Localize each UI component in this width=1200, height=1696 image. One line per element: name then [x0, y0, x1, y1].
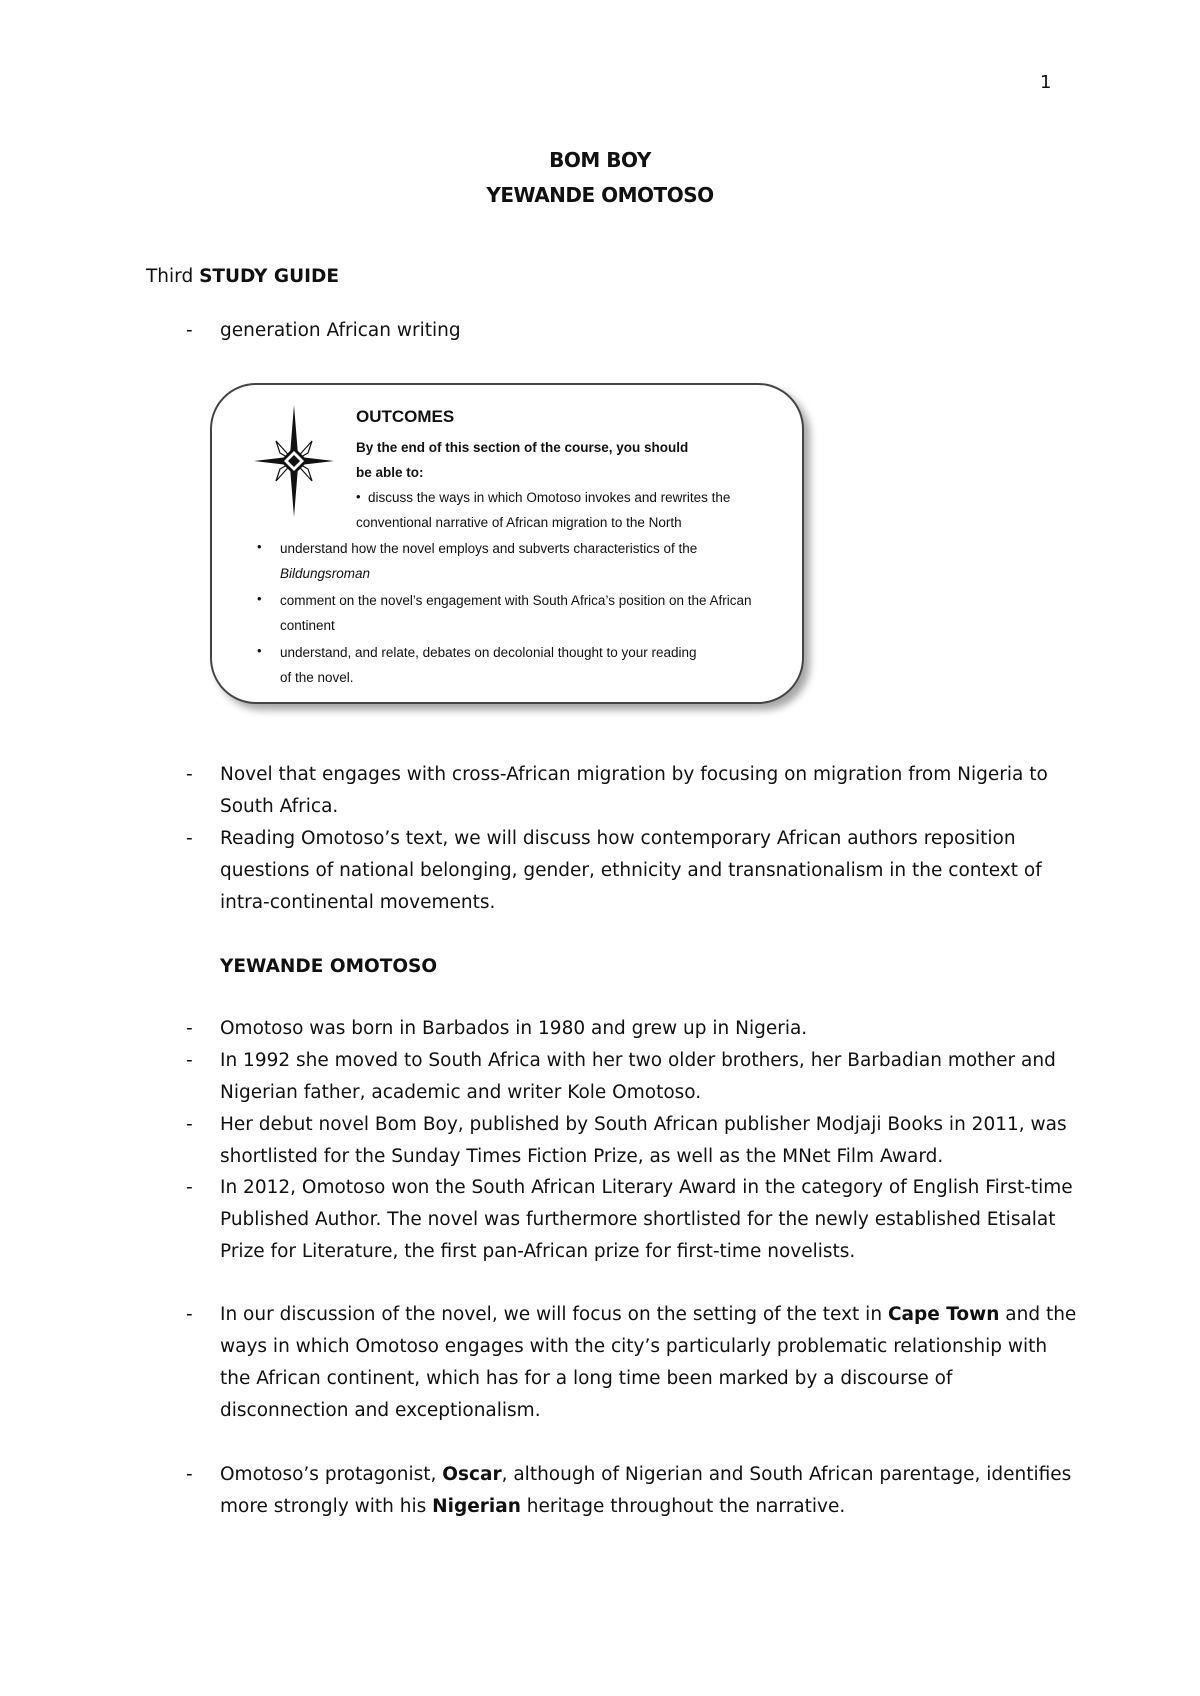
section-heading: YEWANDE OMOTOSO — [220, 956, 438, 977]
dash-oscar: - — [186, 1464, 193, 1485]
bullet-a2-line2: questions of national belonging, gender, ethnicity and transnationalism in the context of — [220, 860, 1042, 881]
outcomes-heading: OUTCOMES — [356, 407, 455, 426]
outcomes-intro — [356, 435, 736, 485]
study-guide-label: STUDY GUIDE — [199, 266, 339, 287]
bullet-capetown-line2: ways in which Omotoso engages with the city’s particularly problematic relationship with — [220, 1336, 1048, 1357]
dash-b4: - — [186, 1177, 193, 1198]
outcome-item-4-line2: of the novel. — [280, 670, 354, 685]
dash-b2: - — [186, 1050, 193, 1071]
outcome-item-2-line1: understand how the novel employs and subverts characteristics of the — [280, 541, 698, 556]
outcomes-intro-line1: By the end of this section of the course, you should — [356, 440, 689, 455]
capetown-post: and the — [999, 1304, 1077, 1325]
capetown-pre: In our discussion of the novel, we will focus on the setting of the text in — [220, 1304, 888, 1325]
outcome-item-2-line2: Bildungsroman — [280, 566, 371, 581]
outcome-bullet-2: • — [257, 539, 262, 554]
study-guide-prefix: Third — [146, 266, 200, 287]
bullet-capetown-line4: disconnection and exceptionalism. — [220, 1400, 541, 1421]
bullet-b4-line3: Prize for Literature, the first pan-African prize for first-time novelists. — [220, 1241, 856, 1262]
outcome-item-4-line1: understand, and relate, debates on decolonial thought to your reading — [280, 645, 697, 660]
outcome-item-1-line2: conventional narrative of African migration to the North — [356, 515, 682, 530]
oscar-bold: Oscar — [442, 1464, 502, 1485]
dash-capetown: - — [186, 1304, 193, 1325]
dash-b1: - — [186, 1018, 193, 1039]
intro-bullet: generation African writing — [220, 320, 461, 341]
bullet-a2-line3: intra-continental movements. — [220, 892, 496, 913]
bullet-b3-line1: Her debut novel Bom Boy, published by South African publisher Modjaji Books in 2011, was — [220, 1114, 1067, 1135]
dash-a2: - — [186, 828, 193, 849]
bullet-b3-line2: shortlisted for the Sunday Times Fiction Prize, as well as the MNet Film Award. — [220, 1146, 944, 1167]
outcome-item-1-line1: discuss the ways in which Omotoso invokes and rewrites the — [368, 490, 731, 505]
document-author: YEWANDE OMOTOSO — [486, 183, 714, 207]
intro-dash: - — [186, 320, 193, 341]
bullet-a1-line2: South Africa. — [220, 796, 339, 817]
bullet-b2-line2: Nigerian father, academic and writer Kole Omotoso. — [220, 1082, 702, 1103]
outcomes-box — [210, 383, 804, 704]
oscar-pre: Omotoso’s protagonist, — [220, 1464, 443, 1485]
compass-icon — [254, 405, 334, 517]
oscar-l2-post: heritage throughout the narrative. — [520, 1496, 846, 1517]
document-title: BOM BOY — [549, 148, 651, 172]
capetown-bold: Cape Town — [887, 1304, 1000, 1325]
bullet-capetown-line3: the African continent, which has for a long time been marked by a discourse of — [220, 1368, 953, 1389]
bullet-oscar-line1 — [220, 1464, 1071, 1485]
bullet-b2-line1: In 1992 she moved to South Africa with her two older brothers, her Barbadian mother and — [220, 1050, 1056, 1071]
outcome-item-3-line2: continent — [280, 618, 335, 633]
outcome-bullet-3: • — [257, 591, 262, 606]
outcomes-intro-line2: be able to: — [356, 465, 424, 480]
dash-b3: - — [186, 1114, 193, 1135]
oscar-l2-pre: more strongly with his — [220, 1496, 433, 1517]
bullet-a1-line1: Novel that engages with cross-African migration by focusing on migration from Nigeria to — [220, 764, 1048, 785]
oscar-post: , although of Nigerian and South African parentage, identifies — [501, 1464, 1072, 1485]
bullet-a2-line1: Reading Omotoso’s text, we will discuss how contemporary African authors reposition — [220, 828, 1016, 849]
study-guide-heading — [146, 266, 339, 287]
bullet-b4-line2: Published Author. The novel was furthermore shortlisted for the newly established Etisalat — [220, 1209, 1056, 1230]
page-number: 1 — [1040, 72, 1052, 93]
outcome-bullet-4: • — [257, 643, 262, 658]
outcome-item-3-line1: comment on the novel’s engagement with South Africa’s position on the African — [280, 593, 752, 608]
outcome-bullet-1: • — [356, 489, 361, 504]
dash-a1: - — [186, 764, 193, 785]
bullet-b1-line1: Omotoso was born in Barbados in 1980 and grew up in Nigeria. — [220, 1018, 808, 1039]
bullet-capetown-line1 — [220, 1304, 1076, 1325]
bullet-oscar-line2 — [220, 1496, 845, 1517]
bullet-b4-line1: In 2012, Omotoso won the South African Literary Award in the category of English First-time — [220, 1177, 1073, 1198]
oscar-l2-bold: Nigerian — [432, 1496, 521, 1517]
